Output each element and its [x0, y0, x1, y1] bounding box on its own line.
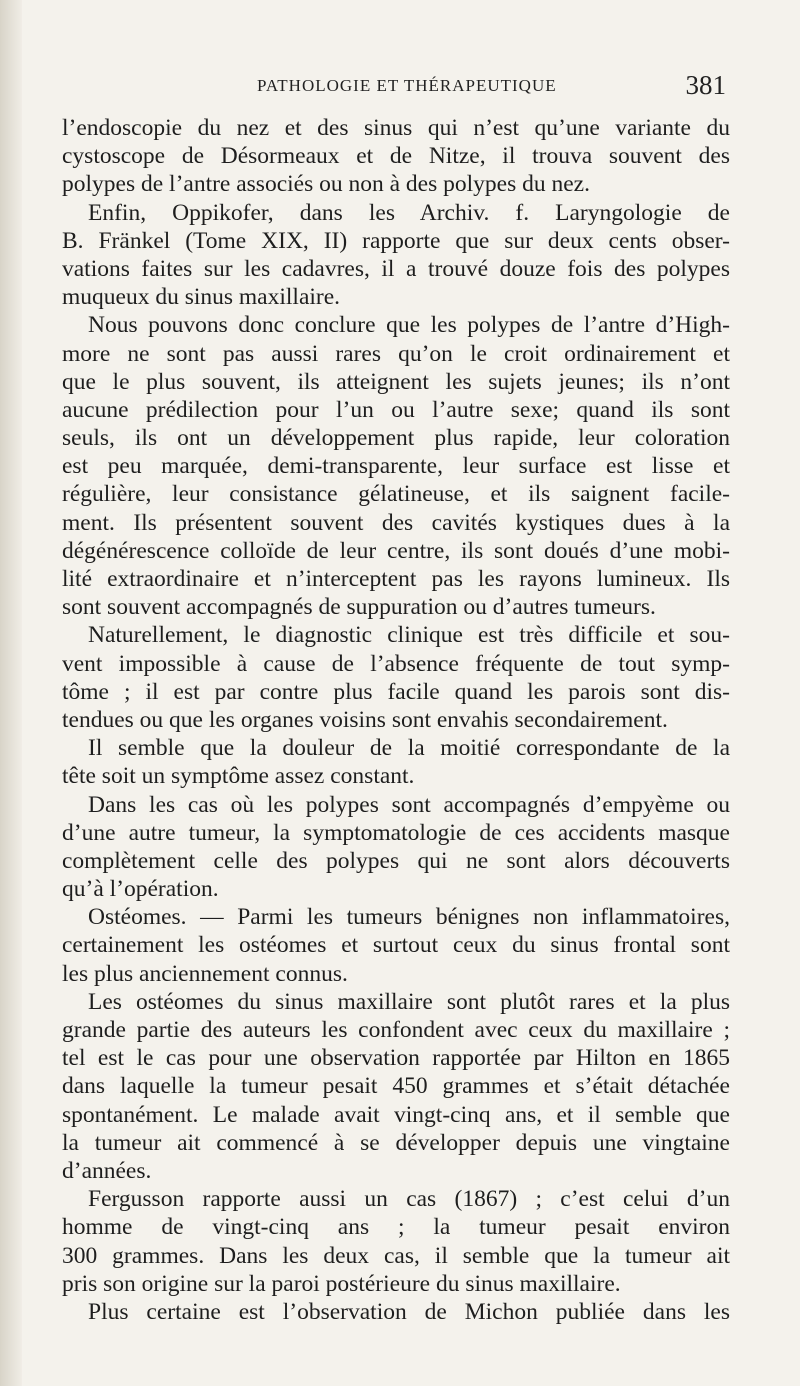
text-line: Les ostéomes du sinus maxillaire sont plutôt rares et la plus	[88, 988, 730, 1015]
running-title: PATHOLOGIE ET THÉRAPEUTIQUE	[257, 76, 557, 95]
text-line: Ostéomes. — Parmi les tumeurs bénignes non inflammatoires,	[88, 904, 730, 931]
text-line: tel est le cas pour une observation rapportée par Hilton en 1865	[62, 1045, 730, 1072]
text-line: B. Fränkel (Tome XIX, II) rapporte que sur deux cents obser-	[62, 227, 730, 254]
text-line: spontanément. Le malade avait vingt-cinq ans, et il semble que	[62, 1101, 730, 1128]
body-text	[62, 114, 730, 1326]
text-line: cystoscope de Désormeaux et de Nitze, il trouva souvent des	[62, 143, 730, 170]
text-line: vations faites sur les cadavres, il a trouvé douze fois des polypes	[62, 255, 730, 282]
text-line: sont souvent accompagnés de suppuration ou d’autres tumeurs.	[62, 594, 656, 621]
page-number: 381	[685, 70, 726, 100]
text-line: complètement celle des polypes qui ne sont alors découverts	[62, 847, 730, 874]
text-line: tôme ; il est par contre plus facile quand les parois sont dis-	[62, 678, 730, 705]
text-line: dans laquelle la tumeur pesait 450 grammes et s’était détachée	[62, 1073, 730, 1100]
text-line: certainement les ostéomes et surtout ceux du sinus frontal sont	[62, 932, 730, 959]
text-line: lité extraordinaire et n’interceptent pas les rayons lumineux. Ils	[62, 566, 730, 592]
text-line: l’endoscopie du nez et des sinus qui n’est qu’une variante du	[62, 115, 730, 141]
text-line: muqueux du sinus maxillaire.	[62, 284, 341, 311]
text-line: grande partie des auteurs les confondent avec ceux du maxillaire ;	[62, 1017, 730, 1043]
text-line: les plus anciennement connus.	[62, 960, 348, 987]
text-line: more ne sont pas aussi rares qu’on le croit ordinairement et	[62, 340, 730, 367]
text-line: régulière, leur consistance gélatineuse, et ils saignent facile-	[62, 481, 730, 508]
text-line: Plus certaine est l’observation de Michon publiée dans les	[88, 1298, 730, 1325]
text-line: Il semble que la douleur de la moitié correspondante de la	[88, 735, 730, 762]
text-line: aucune prédilection pour l’un ou l’autre sexe; quand ils sont	[62, 396, 730, 423]
text-line: Fergusson rapporte aussi un cas (1867) ; c’est celui d’un	[88, 1186, 730, 1213]
text-line: pris son origine sur la paroi postérieure du sinus maxillaire.	[62, 1270, 621, 1297]
text-line: Enfin, Oppikofer, dans les Archiv. f. Laryngologie de	[88, 199, 730, 226]
text-line: tête soit un symptôme assez constant.	[62, 763, 415, 790]
text-line: Dans les cas où les polypes sont accompagnés d’empyème ou	[88, 791, 730, 818]
text-line: vent impossible à cause de l’absence fréquente de tout symp-	[62, 650, 730, 677]
text-line: dégénérescence colloïde de leur centre, ils sont doués d’une mobi-	[62, 537, 730, 564]
page-header	[62, 68, 730, 108]
text-line: tendues ou que les organes voisins sont envahis secondairement.	[62, 706, 668, 733]
text-line: que le plus souvent, ils atteignent les sujets jeunes; ils n’ont	[62, 368, 730, 395]
text-line: 300 grammes. Dans les deux cas, il semble que la tumeur ait	[62, 1242, 730, 1269]
text-line: polypes de l’antre associés ou non à des polypes du nez.	[62, 171, 590, 198]
text-line: d’une autre tumeur, la symptomatologie de ces accidents masque	[62, 819, 730, 846]
page-gutter	[0, 0, 22, 1386]
text-line: est peu marquée, demi-transparente, leur surface est lisse et	[62, 453, 730, 480]
text-line: seuls, ils ont un développement plus rapide, leur coloration	[62, 425, 730, 452]
text-line: homme de vingt-cinq ans ; la tumeur pesait environ	[62, 1214, 730, 1241]
text-line: Naturellement, le diagnostic clinique est très difficile et sou-	[88, 622, 730, 649]
text-line: ment. Ils présentent souvent des cavités kystiques dues à la	[62, 509, 730, 536]
text-line: d’années.	[62, 1157, 152, 1184]
text-line: qu’à l’opération.	[62, 876, 219, 903]
text-line: Nous pouvons donc conclure que les polypes de l’antre d’High-	[88, 312, 730, 339]
text-line: la tumeur ait commencé à se développer depuis une vingtaine	[62, 1129, 730, 1156]
